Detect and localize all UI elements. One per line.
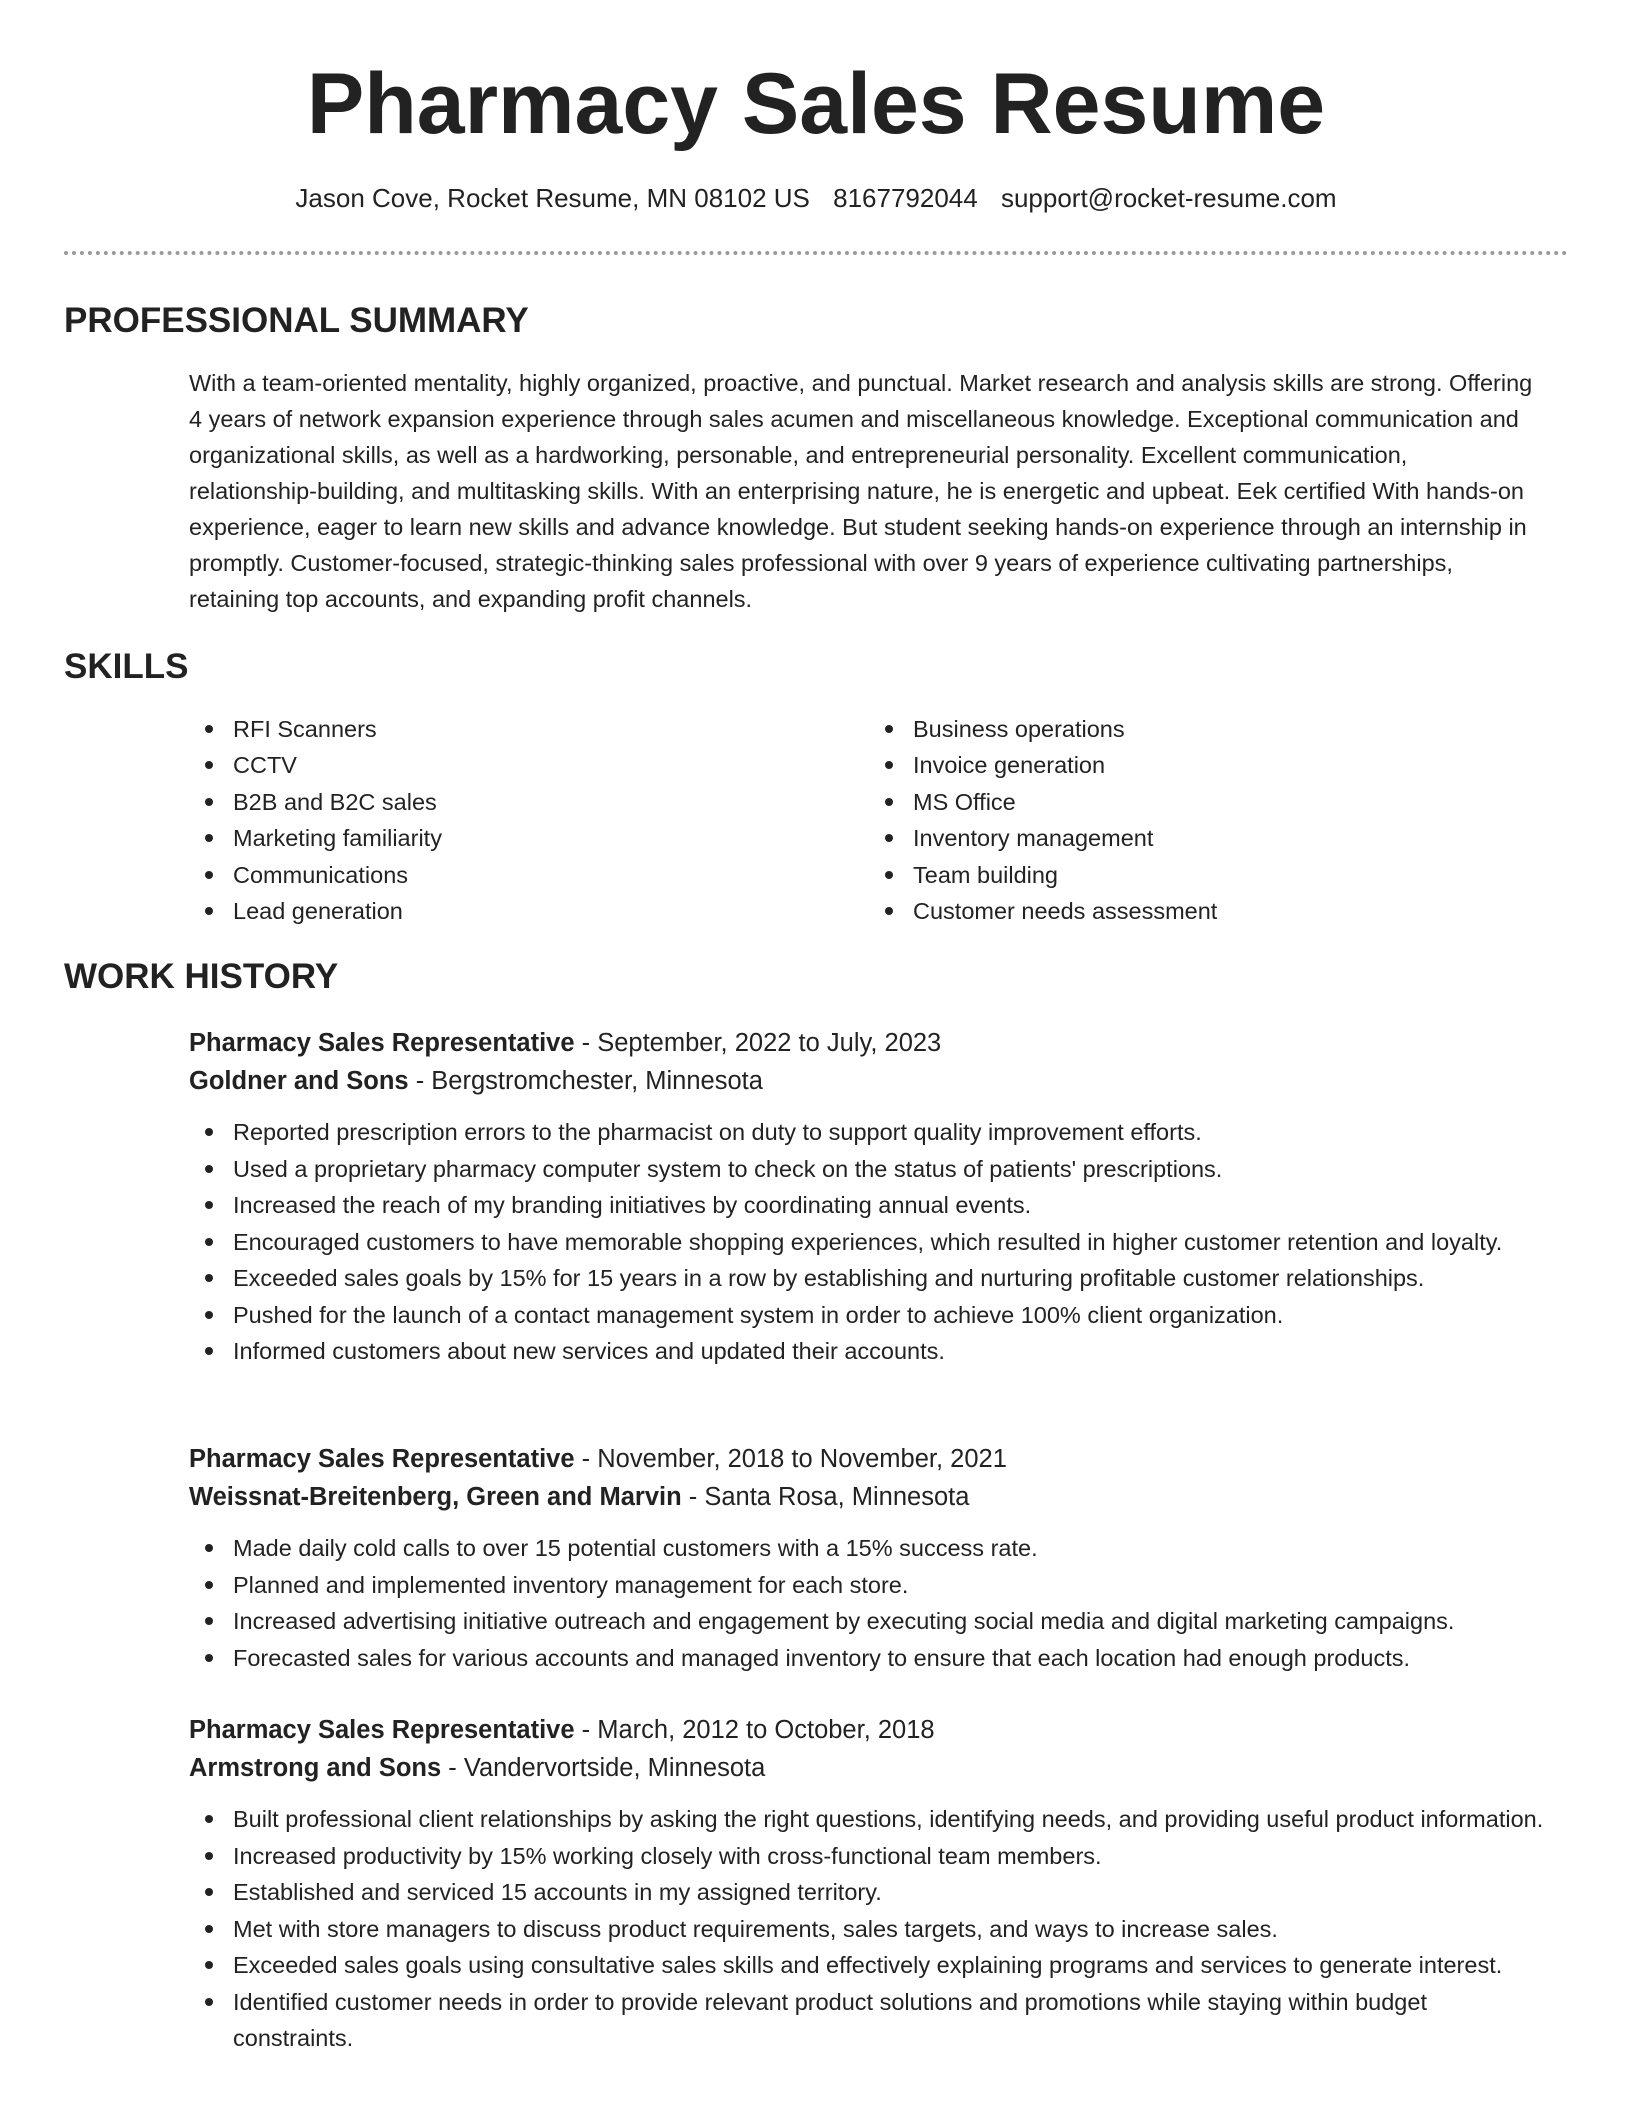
job-bullet: Planned and implemented inventory management for each store. <box>189 1567 1549 1603</box>
job-bullet: Exceeded sales goals using consultative sales skills and effectively explaining programs and services to generate interest. <box>189 1947 1549 1983</box>
job-bullet: Exceeded sales goals by 15% for 15 years in a row by establishing and nurturing profitable customer relationships. <box>189 1260 1549 1296</box>
skill-item: Marketing familiarity <box>189 820 809 856</box>
job-entry <box>189 1711 1549 2056</box>
job-company-line <box>189 1478 1549 1516</box>
header-divider <box>64 251 1568 255</box>
skill-item: MS Office <box>869 784 1489 820</box>
job-location: - Santa Rosa, Minnesota <box>681 1483 970 1511</box>
job-bullet: Informed customers about new services and updated their accounts. <box>189 1333 1549 1369</box>
job-bullet: Met with store managers to discuss product requirements, sales targets, and ways to increase sales. <box>189 1911 1549 1947</box>
skill-item: CCTV <box>189 747 809 783</box>
job-company: Goldner and Sons <box>189 1067 409 1095</box>
job-dates: - November, 2018 to November, 2021 <box>574 1445 1007 1473</box>
job-dates: - March, 2012 to October, 2018 <box>574 1716 935 1744</box>
skill-item: Invoice generation <box>869 747 1489 783</box>
skill-item: Inventory management <box>869 820 1489 856</box>
skill-item: B2B and B2C sales <box>189 784 809 820</box>
skill-item: Business operations <box>869 711 1489 747</box>
skill-item: Communications <box>189 857 809 893</box>
summary-text: With a team-oriented mentality, highly organized, proactive, and punctual. Market research and analysis skills are strong. Offering 4 years of network expansion experience through sales acumen and miscellaneous knowledge. Exceptional communication and organizational skills, as well as a hardworking, personable, and entrepreneurial personality. Excellent communication, relationship-building, and multitasking skills. With an enterprising nature, he is energetic and upbeat. Eek certified With hands-on experience, eager to learn new skills and advance knowledge. But student seeking hands-on experience through an internship in promptly. Customer-focused, strategic-thinking sales professional with over 9 years of experience cultivating partnerships, retaining top accounts, and expanding profit channels. <box>189 370 1533 612</box>
job-bullet: Made daily cold calls to over 15 potential customers with a 15% success rate. <box>189 1530 1549 1566</box>
job-bullets <box>189 1530 1549 1676</box>
job-bullet: Pushed for the launch of a contact management system in order to achieve 100% client organization. <box>189 1297 1549 1333</box>
page-title: Pharmacy Sales Resume <box>306 56 1326 152</box>
work-history-heading: WORK HISTORY <box>64 957 339 996</box>
job-bullet: Used a proprietary pharmacy computer system to check on the status of patients' prescriptions. <box>189 1151 1549 1187</box>
skills-list-right <box>869 711 1489 929</box>
job-location: - Bergstromchester, Minnesota <box>408 1067 763 1095</box>
skill-item: Lead generation <box>189 893 809 929</box>
job-company: Armstrong and Sons <box>189 1754 442 1782</box>
job-title-line <box>189 1440 1549 1478</box>
job-bullets <box>189 1801 1549 2056</box>
job-bullet: Forecasted sales for various accounts and managed inventory to ensure that each location had enough products. <box>189 1640 1549 1676</box>
job-company: Weissnat-Breitenberg, Green and Marvin <box>189 1483 682 1511</box>
job-bullets <box>189 1114 1549 1369</box>
job-bullet: Increased productivity by 15% working closely with cross-functional team members. <box>189 1838 1549 1874</box>
contact-line <box>0 180 1632 216</box>
job-entry <box>189 1024 1549 1370</box>
skills-heading: SKILLS <box>64 647 189 686</box>
summary-heading: PROFESSIONAL SUMMARY <box>64 301 529 340</box>
skill-item: Customer needs assessment <box>869 893 1489 929</box>
contact-email: support@rocket-resume.com <box>1000 183 1337 213</box>
job-bullet: Increased the reach of my branding initiatives by coordinating annual events. <box>189 1187 1549 1223</box>
skills-list-left <box>189 711 809 929</box>
job-title: Pharmacy Sales Representative <box>189 1716 575 1744</box>
job-bullet: Built professional client relationships by asking the right questions, identifying needs, and providing useful product information. <box>189 1801 1549 1837</box>
job-company-line <box>189 1062 1549 1100</box>
job-company-line <box>189 1749 1549 1787</box>
job-bullet: Encouraged customers to have memorable shopping experiences, which resulted in higher customer retention and loyalty. <box>189 1224 1549 1260</box>
job-title: Pharmacy Sales Representative <box>189 1029 575 1057</box>
job-bullet: Increased advertising initiative outreach and engagement by executing social media and digital marketing campaigns. <box>189 1603 1549 1639</box>
skill-item: RFI Scanners <box>189 711 809 747</box>
job-bullet: Identified customer needs in order to provide relevant product solutions and promotions while staying within budget constraints. <box>189 1984 1549 2056</box>
contact-phone: 8167792044 <box>833 183 978 213</box>
contact-address: Jason Cove, Rocket Resume, MN 08102 US <box>295 183 810 213</box>
job-title: Pharmacy Sales Representative <box>189 1445 575 1473</box>
job-title-line <box>189 1711 1549 1749</box>
job-bullet: Established and serviced 15 accounts in my assigned territory. <box>189 1874 1549 1910</box>
job-dates: - September, 2022 to July, 2023 <box>574 1029 942 1057</box>
skill-item: Team building <box>869 857 1489 893</box>
job-entry <box>189 1440 1549 1676</box>
job-title-line <box>189 1024 1549 1062</box>
job-location: - Vandervortside, Minnesota <box>441 1754 766 1782</box>
job-bullet: Reported prescription errors to the pharmacist on duty to support quality improvement efforts. <box>189 1114 1549 1150</box>
